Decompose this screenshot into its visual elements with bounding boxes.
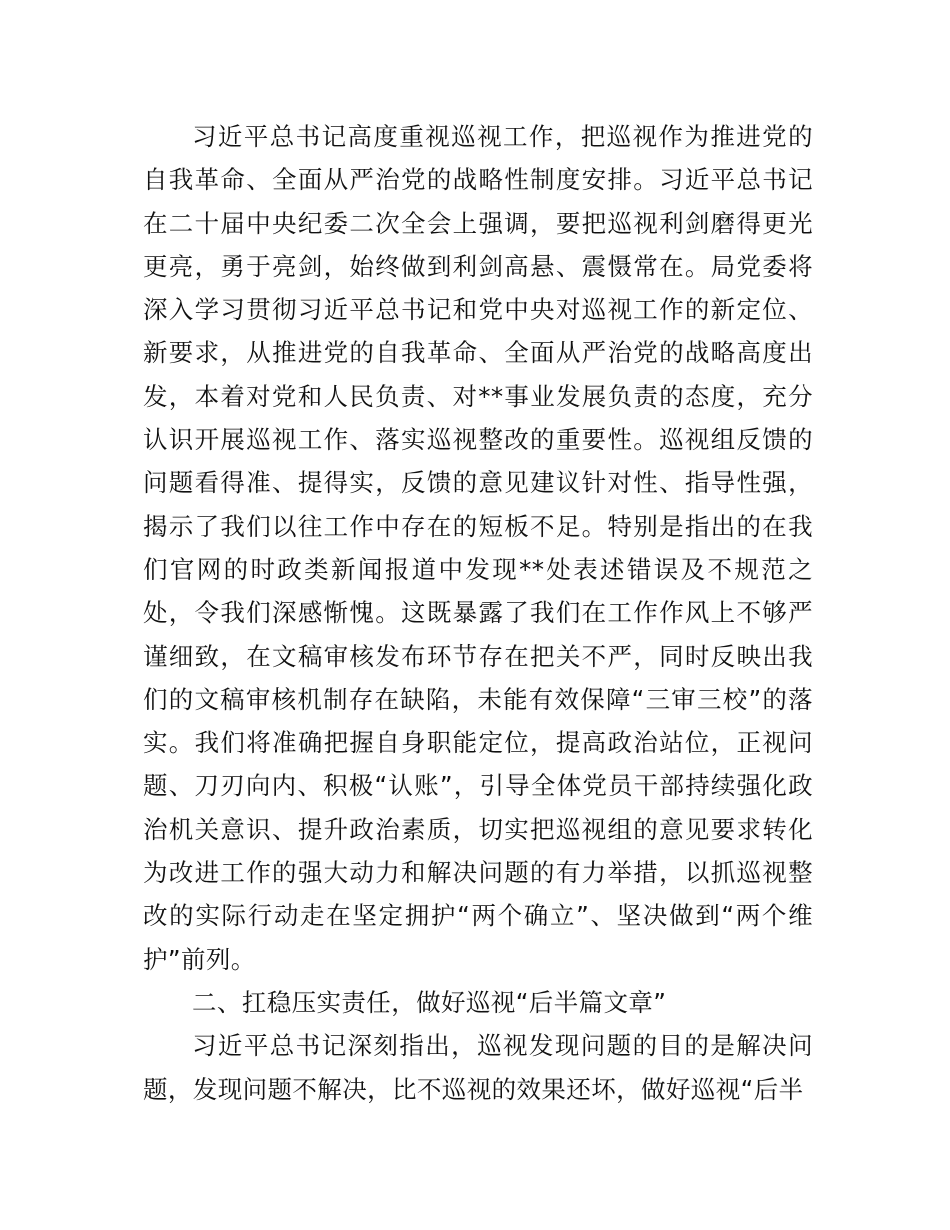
section-heading-responsibility: 二、扛稳压实责任，做好巡视“后半篇文章” bbox=[192, 987, 667, 1017]
paragraph-inspection-importance: 习近平总书记高度重视巡视工作，把巡视作为推进党的自我革命、全面从严治党的战略性制度安排。习近平总书记在二十届中央纪委二次全会上强调，要把巡视利剑磨得更光更亮，勇于亮剑，始终做到利剑高悬、震慑常在。局党委将深入学习贯彻习近平总书记和党中央对巡视工作的新定位、新要求，从推进党的自我革命、全面从严治党的战略高度出发，本着对党和人民负责、对**事业发展负责的态度，充分认识开展巡视工作、落实巡视整改的重要性。巡视组反馈的问题看得准、提得实，反馈的意见建议针对性、指导性强，揭示了我们以往工作中存在的短板不足。特别是指出的在我们官网的时政类新闻报道中发现**处表述错误及不规范之处，令我们深感惭愧。这既暴露了我们在工作作风上不够严谨细致，在文稿审核发布环节存在把关不严，同时反映出我们的文稿审核机制存在缺陷，未能有效保障“三审三校”的落实。我们将准确把握自身职能定位，提高政治站位，正视问题、刀刃向内、积极“认账”，引导全体党员干部持续强化政治机关意识、提升政治素质，切实把巡视组的意见要求转化为改进工作的强大动力和解决问题的有力举措，以抓巡视整改的实际行动走在坚定拥护“两个确立”、坚决做到“两个维护”前列。 bbox=[143, 122, 813, 974]
paragraph-solving-problems: 习近平总书记深刻指出，巡视发现问题的目的是解决问题，发现问题不解决，比不巡视的效果还坏，做好巡视“后半 bbox=[143, 1031, 813, 1104]
document-body bbox=[143, 115, 813, 1111]
